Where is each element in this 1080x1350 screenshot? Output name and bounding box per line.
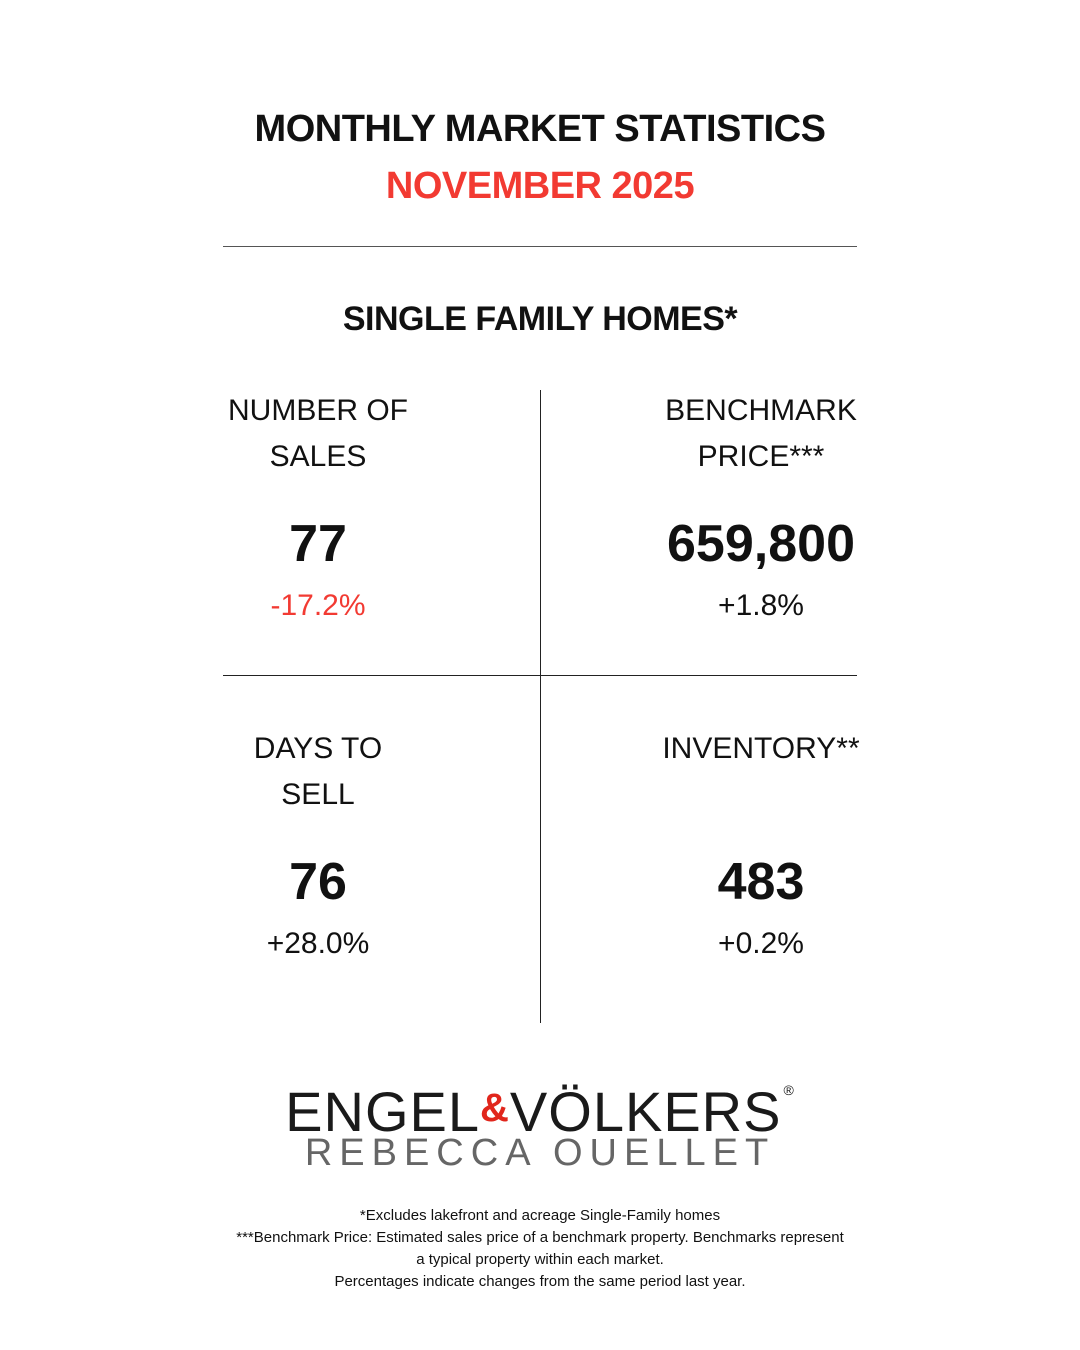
page-title: MONTHLY MARKET STATISTICS (254, 108, 826, 150)
registered-mark: ® (783, 1082, 795, 1098)
brand-part1: ENGEL (285, 1080, 481, 1143)
stat-number-of-sales (168, 388, 468, 628)
footnote-line: *Excludes lakefront and acreage Single-Family homes (359, 1207, 721, 1224)
stat-value: 77 (289, 515, 347, 573)
stat-benchmark-price (611, 388, 911, 628)
period-heading: NOVEMBER 2025 (385, 165, 695, 207)
footnotes (190, 1205, 890, 1293)
footnote-line: Percentages indicate changes from the same period last year. (334, 1273, 746, 1290)
stat-value: 76 (289, 853, 347, 911)
section-title: SINGLE FAMILY HOMES* (342, 300, 738, 338)
stat-label: NUMBER OF SALES (228, 394, 408, 473)
grid-vertical-divider (540, 390, 541, 1023)
agent-name: REBECCA OUELLET (304, 1132, 776, 1174)
stat-label: BENCHMARK PRICE*** (665, 394, 857, 473)
stat-days-to-sell (168, 726, 468, 966)
stat-change: +0.2% (718, 927, 804, 960)
footnote-line: ***Benchmark Price: Estimated sales price of a benchmark property. Benchmarks represent (236, 1229, 844, 1246)
header-divider (223, 246, 857, 247)
stat-value: 659,800 (667, 515, 855, 573)
stat-inventory (611, 726, 911, 966)
grid-horizontal-divider (223, 675, 857, 676)
stat-value: 483 (717, 853, 805, 911)
brand-part2: VÖLKERS (509, 1080, 782, 1143)
stat-change: +28.0% (266, 927, 370, 960)
brand-ampersand: & (480, 1086, 510, 1130)
stat-label: INVENTORY** (662, 732, 860, 765)
stat-label: DAYS TO SELL (253, 732, 383, 811)
stat-change: +1.8% (718, 589, 804, 622)
footnote-line: a typical property within each market. (416, 1251, 664, 1268)
stat-change: -17.2% (270, 589, 366, 622)
